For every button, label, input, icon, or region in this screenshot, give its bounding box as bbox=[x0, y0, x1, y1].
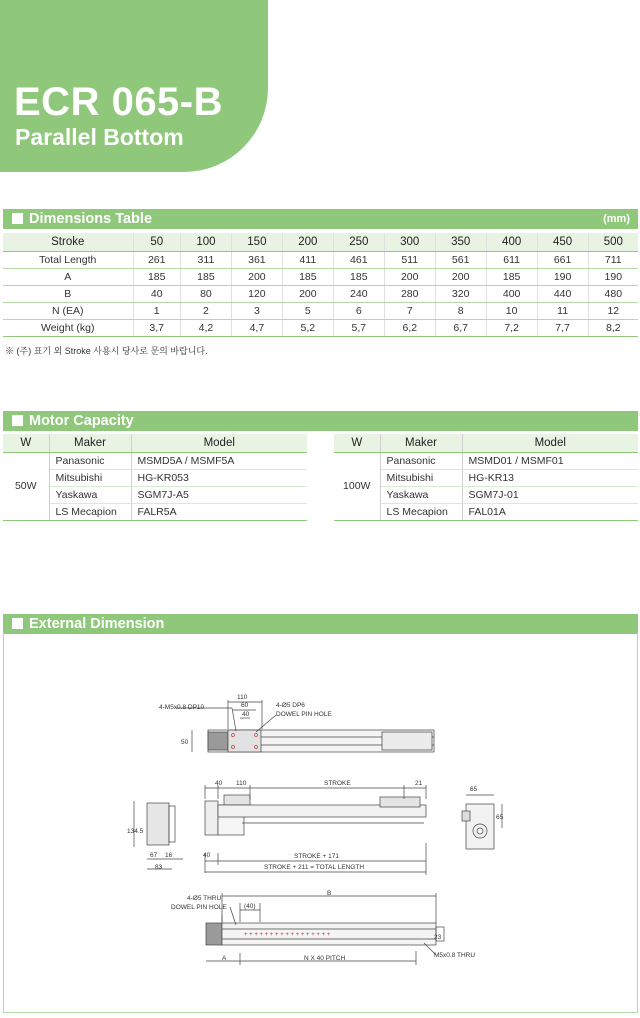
column-header: 300 bbox=[384, 233, 435, 251]
table-cell: 200 bbox=[435, 268, 486, 285]
table-cell: 661 bbox=[537, 251, 588, 268]
model-cell: FAL01A bbox=[462, 503, 638, 520]
dim-label: (40) bbox=[244, 903, 256, 910]
dim-label: 110 bbox=[236, 780, 247, 787]
stroke-inquiry-note: ※ (주) 표기 외 Stroke 사용시 당사로 문의 바랍니다. bbox=[5, 346, 208, 356]
model-cell: FALR5A bbox=[131, 503, 307, 520]
motor-section-title: Motor Capacity bbox=[29, 413, 134, 429]
table-cell: 7 bbox=[384, 302, 435, 319]
model-cell: HG-KR053 bbox=[131, 469, 307, 486]
column-header: 200 bbox=[282, 233, 333, 251]
table-cell: 190 bbox=[588, 268, 638, 285]
dim-label: 40 bbox=[215, 780, 223, 787]
maker-cell: Yaskawa bbox=[49, 486, 131, 503]
table-cell: 185 bbox=[333, 268, 384, 285]
table-cell: 185 bbox=[282, 268, 333, 285]
motor-table-100w bbox=[334, 434, 638, 521]
dim-label: 40 bbox=[242, 711, 250, 718]
end-view bbox=[462, 795, 502, 849]
column-header: Maker bbox=[49, 434, 131, 452]
dim-label: 65 bbox=[496, 814, 504, 821]
table-header-row bbox=[3, 233, 638, 251]
table-cell: 1 bbox=[133, 302, 180, 319]
table-cell: 11 bbox=[537, 302, 588, 319]
table-cell: 6 bbox=[333, 302, 384, 319]
table-cell: 80 bbox=[180, 285, 231, 302]
dim-label: 16 bbox=[165, 852, 173, 859]
dim-label: 60 bbox=[241, 702, 249, 709]
table-cell: 120 bbox=[231, 285, 282, 302]
table-cell: 7,2 bbox=[486, 319, 537, 336]
dim-label: 40 bbox=[203, 852, 211, 859]
table-row bbox=[334, 469, 638, 486]
table-cell: 611 bbox=[486, 251, 537, 268]
table-cell: 200 bbox=[282, 285, 333, 302]
column-header: W bbox=[3, 434, 49, 452]
table-cell: 261 bbox=[133, 251, 180, 268]
table-cell: 361 bbox=[231, 251, 282, 268]
external-section-header bbox=[3, 614, 638, 634]
table-cell: 185 bbox=[133, 268, 180, 285]
table-row bbox=[3, 486, 307, 503]
model-cell: HG-KR13 bbox=[462, 469, 638, 486]
table-cell: 400 bbox=[486, 285, 537, 302]
column-header: 250 bbox=[333, 233, 384, 251]
dim-label: 134.5 bbox=[127, 828, 144, 835]
row-label: Total Length bbox=[3, 251, 133, 268]
row-label: Weight (kg) bbox=[3, 319, 133, 336]
motor-table-50w bbox=[3, 434, 307, 521]
table-header-row bbox=[3, 434, 307, 452]
column-header: 100 bbox=[180, 233, 231, 251]
dim-label: 110 bbox=[237, 694, 248, 701]
table-cell: 185 bbox=[486, 268, 537, 285]
table-row bbox=[334, 452, 638, 469]
hole-pattern bbox=[244, 932, 331, 938]
square-bullet-icon bbox=[12, 618, 23, 629]
table-cell: 12 bbox=[588, 302, 638, 319]
dimensions-table bbox=[3, 233, 638, 337]
table-row bbox=[3, 302, 638, 319]
maker-cell: Mitsubishi bbox=[49, 469, 131, 486]
table-cell: 200 bbox=[384, 268, 435, 285]
square-bullet-icon bbox=[12, 415, 23, 426]
table-cell: 40 bbox=[133, 285, 180, 302]
column-header: W bbox=[334, 434, 380, 452]
table-cell: 711 bbox=[588, 251, 638, 268]
dimensions-section-title: Dimensions Table bbox=[29, 211, 153, 227]
table-cell: 461 bbox=[333, 251, 384, 268]
column-header: Model bbox=[462, 434, 638, 452]
table-cell: 411 bbox=[282, 251, 333, 268]
table-cell: 6,2 bbox=[384, 319, 435, 336]
table-cell: 4,2 bbox=[180, 319, 231, 336]
table-cell: 561 bbox=[435, 251, 486, 268]
dim-label: 4-Ø5 THRU bbox=[187, 895, 222, 902]
header-banner bbox=[0, 0, 268, 172]
table-cell: 5 bbox=[282, 302, 333, 319]
dim-label: 4-M5x0.8 DP10 bbox=[159, 704, 205, 711]
dimension-drawing bbox=[4, 633, 637, 1013]
dim-label: B bbox=[327, 890, 332, 897]
column-header: Model bbox=[131, 434, 307, 452]
dim-label: STROKE + 171 bbox=[294, 853, 339, 860]
column-header: 350 bbox=[435, 233, 486, 251]
table-row bbox=[3, 268, 638, 285]
external-section-title: External Dimension bbox=[29, 616, 165, 632]
table-row bbox=[334, 486, 638, 503]
dim-label: 65 bbox=[470, 786, 478, 793]
column-header: 450 bbox=[537, 233, 588, 251]
external-dimension-panel bbox=[3, 633, 638, 1013]
table-cell: 8,2 bbox=[588, 319, 638, 336]
dim-label: DOWEL PIN HOLE bbox=[276, 711, 332, 718]
svg-text:+ + + + + + + + + + + + + + +: + + + + + + + + + + + + + + + + + bbox=[244, 932, 331, 938]
row-label: A bbox=[3, 268, 133, 285]
dim-label: 50 bbox=[181, 739, 189, 746]
watt-cell: 100W bbox=[334, 452, 380, 520]
table-cell: 240 bbox=[333, 285, 384, 302]
table-cell: 440 bbox=[537, 285, 588, 302]
row-label: N (EA) bbox=[3, 302, 133, 319]
table-cell: 5,2 bbox=[282, 319, 333, 336]
table-cell: 190 bbox=[537, 268, 588, 285]
table-cell: 200 bbox=[231, 268, 282, 285]
maker-cell: Mitsubishi bbox=[380, 469, 462, 486]
dim-label: STROKE bbox=[324, 780, 351, 787]
maker-cell: Panasonic bbox=[49, 452, 131, 469]
table-cell: 7,7 bbox=[537, 319, 588, 336]
maker-cell: Panasonic bbox=[380, 452, 462, 469]
table-row bbox=[3, 469, 307, 486]
table-cell: 8 bbox=[435, 302, 486, 319]
model-cell: MSMD01 / MSMF01 bbox=[462, 452, 638, 469]
table-cell: 280 bbox=[384, 285, 435, 302]
dim-label: STROKE + 211 = TOTAL LENGTH bbox=[264, 864, 365, 871]
dim-label: 23 bbox=[434, 934, 442, 941]
table-cell: 6,7 bbox=[435, 319, 486, 336]
table-row bbox=[3, 452, 307, 469]
dim-label: M5x0.8 THRU bbox=[434, 952, 476, 959]
dim-label: N X 40 PITCH bbox=[304, 955, 346, 962]
motor-section-header bbox=[3, 411, 638, 431]
column-header: 500 bbox=[588, 233, 638, 251]
table-row bbox=[3, 503, 307, 520]
product-title: ECR 065-B bbox=[14, 80, 224, 124]
table-row bbox=[3, 319, 638, 336]
dim-label: 4-Ø5 DP6 bbox=[276, 702, 305, 709]
column-header: 400 bbox=[486, 233, 537, 251]
watt-cell: 50W bbox=[3, 452, 49, 520]
table-cell: 4,7 bbox=[231, 319, 282, 336]
column-header: Stroke bbox=[3, 233, 133, 251]
table-row bbox=[3, 285, 638, 302]
column-header: 150 bbox=[231, 233, 282, 251]
square-bullet-icon bbox=[12, 213, 23, 224]
maker-cell: Yaskawa bbox=[380, 486, 462, 503]
dim-label: A bbox=[222, 955, 227, 962]
column-header: 50 bbox=[133, 233, 180, 251]
maker-cell: LS Mecapion bbox=[380, 503, 462, 520]
dimensions-section-header bbox=[3, 209, 638, 229]
dim-label: 21 bbox=[415, 780, 423, 787]
side-view bbox=[134, 785, 426, 875]
dim-label: DOWEL PIN HOLE bbox=[171, 904, 227, 911]
table-cell: 311 bbox=[180, 251, 231, 268]
row-label: B bbox=[3, 285, 133, 302]
table-cell: 480 bbox=[588, 285, 638, 302]
table-row bbox=[3, 251, 638, 268]
maker-cell: LS Mecapion bbox=[49, 503, 131, 520]
dim-label: 83 bbox=[155, 864, 163, 871]
dim-label: 67 bbox=[150, 852, 158, 859]
top-view bbox=[176, 700, 434, 752]
model-cell: SGM7J-A5 bbox=[131, 486, 307, 503]
column-header: Maker bbox=[380, 434, 462, 452]
table-cell: 2 bbox=[180, 302, 231, 319]
table-cell: 185 bbox=[180, 268, 231, 285]
table-cell: 10 bbox=[486, 302, 537, 319]
table-cell: 320 bbox=[435, 285, 486, 302]
model-cell: SGM7J-01 bbox=[462, 486, 638, 503]
table-cell: 511 bbox=[384, 251, 435, 268]
table-cell: 5,7 bbox=[333, 319, 384, 336]
table-cell: 3 bbox=[231, 302, 282, 319]
unit-label: (mm) bbox=[603, 213, 630, 225]
table-header-row bbox=[334, 434, 638, 452]
table-row bbox=[334, 503, 638, 520]
product-subtitle: Parallel Bottom bbox=[15, 124, 184, 150]
model-cell: MSMD5A / MSMF5A bbox=[131, 452, 307, 469]
table-cell: 3,7 bbox=[133, 319, 180, 336]
